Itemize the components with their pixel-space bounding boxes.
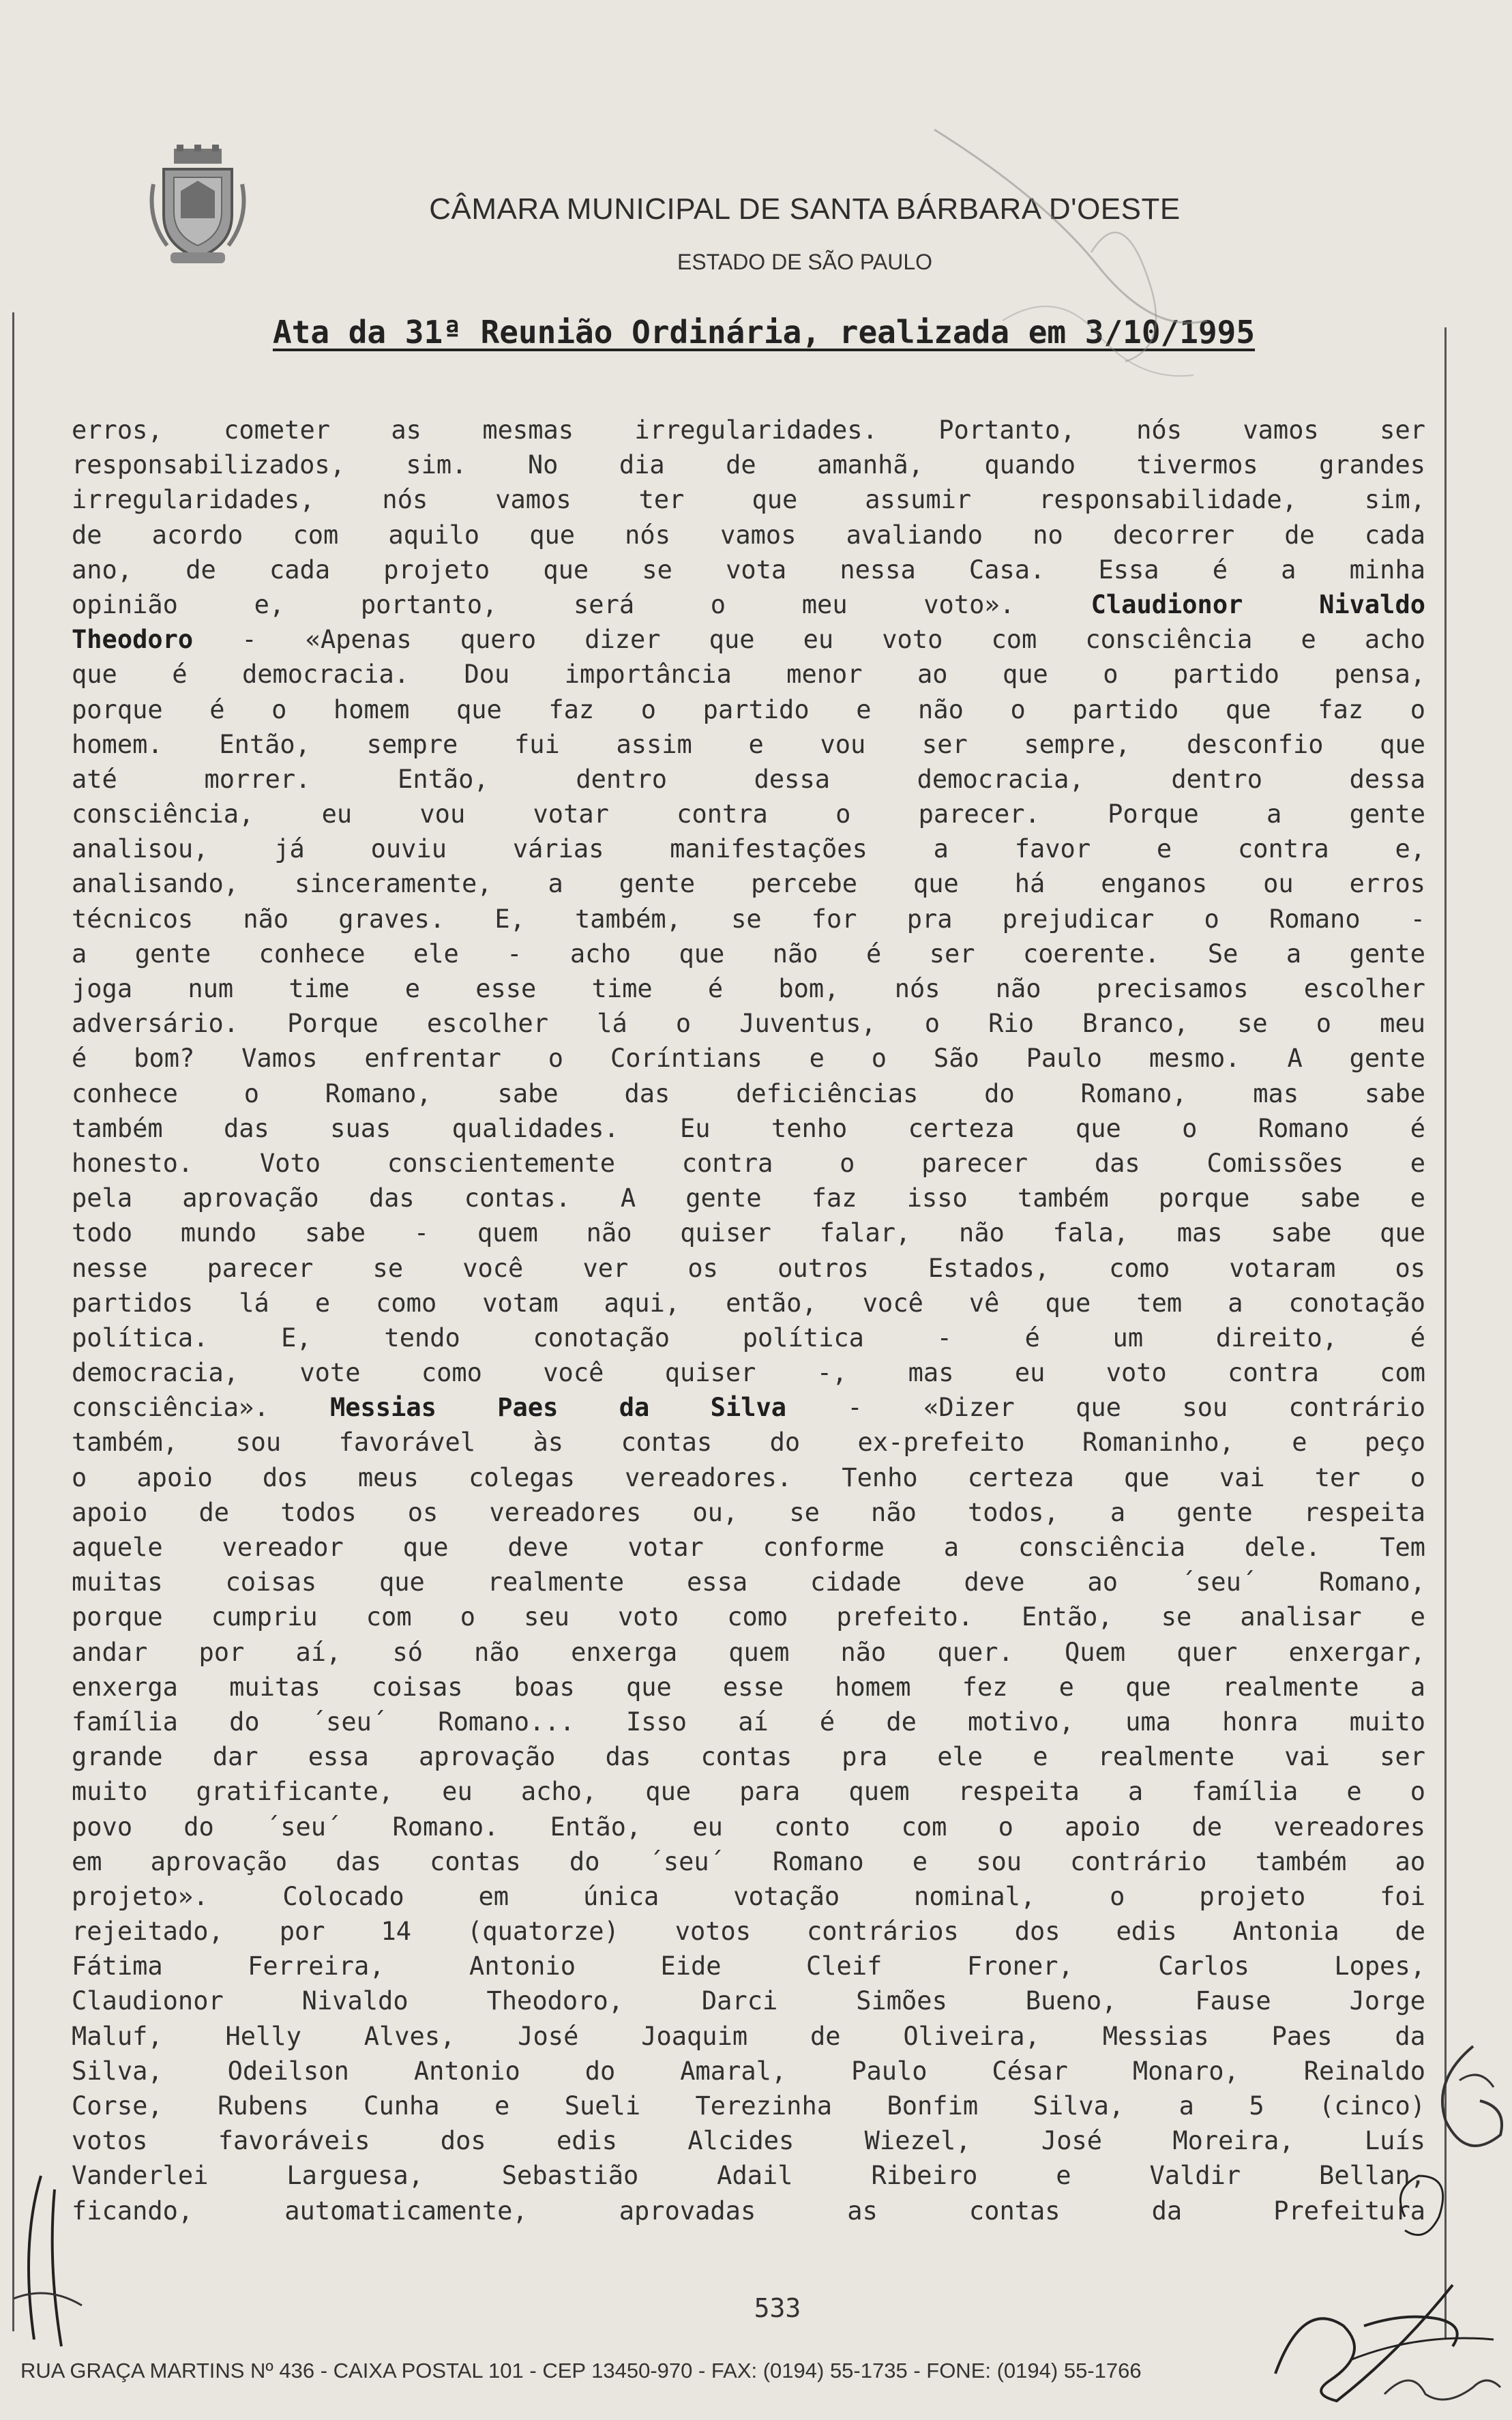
text-segment: todo mundo sabe - quem não quiser falar, não fala, mas sabe que [72,1218,1425,1248]
text-line [72,1181,1425,1215]
text-segment: conhece o Romano, sabe das deficiências do Romano, mas sabe [72,1078,1425,1108]
text-line [72,1949,1425,1983]
text-segment: honesto. Voto conscientemente contra o parecer das Comissões e [72,1148,1425,1178]
text-segment: Silva, Odeilson Antonio do Amaral, Paulo César Monaro, Reinaldo [72,2056,1425,2086]
minutes-body-text [72,413,1425,2228]
text-line [72,587,1425,622]
text-segment: muito gratificante, eu acho, que para quem respeita a família e o [72,1777,1425,1807]
text-segment: analisou, já ouviu várias manifestações a favor e contra e, [72,834,1425,864]
speaker-name: Claudionor Nivaldo [1091,589,1425,619]
text-segment: o apoio dos meus colegas vereadores. Tenho certeza que vai ter o [72,1462,1425,1492]
text-line [72,1425,1425,1460]
speaker-name: Theodoro [72,625,194,655]
text-line [72,1215,1425,1250]
text-segment: família do ´seu´ Romano... Isso aí é de motivo, uma honra muito [72,1707,1425,1737]
text-line [72,1286,1425,1320]
text-segment: que é democracia. Dou importância menor ao que o partido pensa, [72,660,1425,690]
text-segment: partidos lá e como votam aqui, então, você vê que tem a conotação [72,1288,1425,1318]
text-line [72,1320,1425,1355]
footer-address: RUA GRAÇA MARTINS Nº 436 - CAIXA POSTAL 101 - CEP 13450-970 - FAX: (0194) 55-1735 - FONE: (0194) 55-1766 [20,2359,1142,2382]
text-segment: adversário. Porque escolher lá o Juventus, o Rio Branco, se o meu [72,1009,1425,1039]
text-segment: também, sou favorável às contas do ex-prefeito Romaninho, e peço [72,1428,1425,1458]
text-line [72,518,1425,552]
text-line [72,1635,1425,1670]
text-segment: nesse parecer se você ver os outros Estados, como votaram os [72,1253,1425,1283]
text-line [72,1390,1425,1425]
text-segment: porque é o homem que faz o partido e não o partido que faz o [72,694,1425,724]
text-line [72,482,1425,517]
text-segment: aquele vereador que deve votar conforme a consciência dele. Tem [72,1533,1425,1562]
text-segment: homem. Então, sempre fui assim e vou ser sempre, desconfio que [72,729,1425,759]
text-segment: apoio de todos os vereadores ou, se não todos, a gente respeita [72,1497,1425,1527]
left-margin-rule [12,312,14,2331]
text-line [72,1983,1425,2018]
text-segment: - «Dizer que sou contrário [786,1393,1425,1423]
text-segment: ficando, automaticamente, aprovadas as contas da Prefeitura [72,2196,1425,2226]
text-line [72,1355,1425,1390]
text-segment: a gente conhece ele - acho que não é ser coerente. Se a gente [72,939,1425,969]
document-title: Ata da 31ª Reunião Ordinária, realizada em 3/10/1995 [272,314,1256,351]
signature-mark-bottom-right [1248,2149,1507,2415]
text-line [72,1914,1425,1949]
text-segment: Maluf, Helly Alves, José Joaquim de Oliveira, Messias Paes da [72,2021,1425,2051]
text-segment: enxerga muitas coisas boas que esse homem fez e que realmente a [72,1672,1425,1702]
text-line [72,1006,1425,1041]
text-line [72,1041,1425,1076]
signature-mark-left [0,2162,95,2367]
organization-state: ESTADO DE SÃO PAULO [677,250,932,274]
text-line [72,2123,1425,2158]
right-margin-rule [1444,327,1447,2340]
municipal-crest-icon [147,143,249,273]
text-segment: Vanderlei Larguesa, Sebastião Adail Ribeiro e Valdir Bellan, [72,2161,1425,2191]
text-segment: Corse, Rubens Cunha e Sueli Terezinha Bonfim Silva, a 5 (cinco) [72,2091,1425,2121]
text-line [72,1739,1425,1774]
text-line [72,2194,1425,2228]
text-segment: consciência». [72,1393,330,1423]
text-segment: povo do ´seu´ Romano. Então, eu conto com o apoio de vereadores [72,1812,1425,1842]
text-segment: Claudionor Nivaldo Theodoro, Darci Simões Bueno, Fause Jorge [72,1986,1425,2016]
text-line [72,1530,1425,1565]
text-line [72,1146,1425,1181]
text-line [72,622,1425,657]
text-segment: opinião e, portanto, será o meu voto». [72,589,1091,619]
text-line [72,447,1425,482]
text-segment: técnicos não graves. E, também, se for pra prejudicar o Romano - [72,904,1425,934]
text-segment: democracia, vote como você quiser -, mas eu voto contra com [72,1358,1425,1388]
text-line [72,1670,1425,1705]
text-segment: em aprovação das contas do ´seu´ Romano e sou contrário também ao [72,1846,1425,1876]
text-segment: votos favoráveis dos edis Alcides Wiezel, José Moreira, Luís [72,2126,1425,2156]
organization-name: CÂMARA MUNICIPAL DE SANTA BÁRBARA D'OESTE [429,192,1181,226]
text-segment: responsabilizados, sim. No dia de amanhã, quando tivermos grandes [72,450,1425,480]
text-segment: - «Apenas quero dizer que eu voto com consciência e acho [193,625,1425,655]
text-segment: é bom? Vamos enfrentar o Coríntians e o São Paulo mesmo. A gente [72,1044,1425,1074]
text-segment: rejeitado, por 14 (quatorze) votos contrários dos edis Antonia de [72,1917,1425,1947]
text-line [72,2054,1425,2089]
text-segment: irregularidades, nós vamos ter que assumir responsabilidade, sim, [72,485,1425,515]
text-segment: ano, de cada projeto que se vota nessa Casa. Essa é a minha [72,555,1425,585]
text-line [72,902,1425,936]
text-line [72,1599,1425,1634]
text-line [72,552,1425,587]
page-number: 533 [754,2293,801,2323]
text-line [72,413,1425,447]
text-line [72,1844,1425,1879]
text-line [72,1705,1425,1739]
text-segment: até morrer. Então, dentro dessa democracia, dentro dessa [72,764,1425,794]
text-line [72,1251,1425,1286]
text-segment: analisando, sinceramente, a gente percebe que há enganos ou erros [72,869,1425,899]
text-line [72,1076,1425,1111]
text-line [72,727,1425,762]
text-line [72,1565,1425,1599]
text-line [72,971,1425,1006]
text-line [72,2158,1425,2193]
text-line [72,866,1425,901]
text-line [72,1810,1425,1844]
text-line [72,1460,1425,1495]
text-line [72,1879,1425,1914]
text-segment: porque cumpriu com o seu voto como prefeito. Então, se analisar e [72,1602,1425,1632]
text-segment: política. E, tendo conotação política - é um direito, é [72,1323,1425,1353]
text-line [72,2089,1425,2123]
text-line [72,657,1425,692]
text-segment: grande dar essa aprovação das contas pra ele e realmente vai ser [72,1742,1425,1772]
text-segment: joga num time e esse time é bom, nós não precisamos escolher [72,974,1425,1003]
text-line [72,2019,1425,2054]
text-line [72,831,1425,866]
text-segment: também das suas qualidades. Eu tenho certeza que o Romano é [72,1113,1425,1143]
text-line [72,762,1425,797]
text-line [72,692,1425,727]
text-line [72,936,1425,971]
text-line [72,797,1425,831]
text-line [72,1495,1425,1530]
text-line [72,1111,1425,1146]
text-segment: Fátima Ferreira, Antonio Eide Cleif Froner, Carlos Lopes, [72,1951,1425,1981]
text-segment: muitas coisas que realmente essa cidade deve ao ´seu´ Romano, [72,1567,1425,1597]
speaker-name: Messias Paes da Silva [329,1393,787,1423]
text-segment: de acordo com aquilo que nós vamos avaliando no decorrer de cada [72,520,1425,550]
text-segment: andar por aí, só não enxerga quem não quer. Quem quer enxergar, [72,1637,1425,1667]
signature-mark-top [921,116,1228,402]
text-segment: erros, cometer as mesmas irregularidades. Portanto, nós vamos ser [72,415,1425,445]
text-segment: projeto». Colocado em única votação nominal, o projeto foi [72,1881,1425,1911]
text-segment: pela aprovação das contas. A gente faz isso também porque sabe e [72,1183,1425,1213]
text-segment: consciência, eu vou votar contra o parecer. Porque a gente [72,799,1425,829]
text-line [72,1774,1425,1809]
